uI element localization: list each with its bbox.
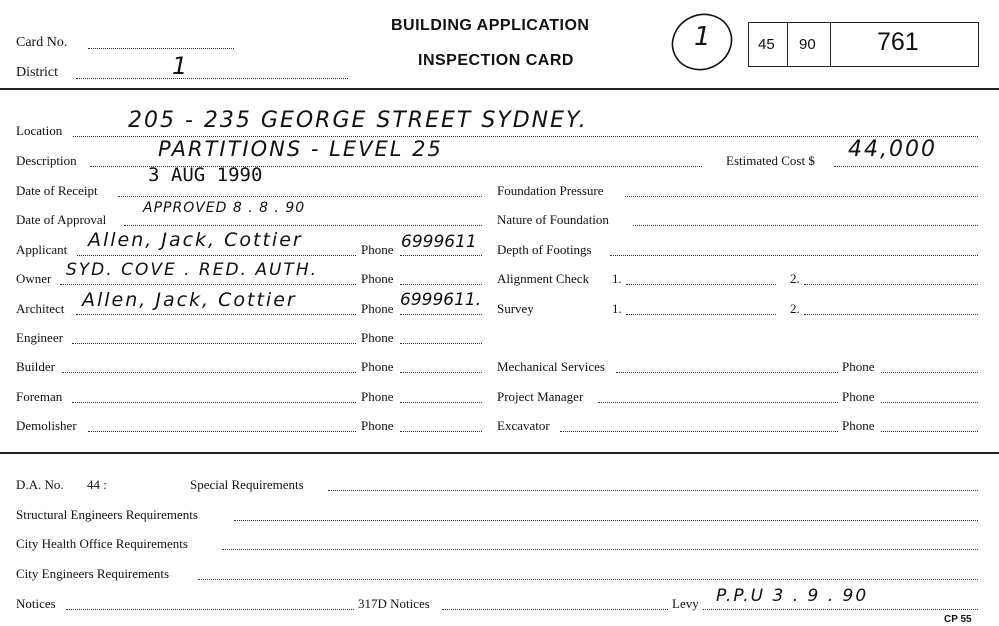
builder-phone-line[interactable] <box>400 372 482 373</box>
code-a: 45 <box>758 36 775 53</box>
architect-phone: 6999611. <box>400 290 482 310</box>
alignment-line-2[interactable] <box>804 284 978 285</box>
builder-label: Builder <box>16 359 55 374</box>
special-requirements-line[interactable] <box>328 490 978 491</box>
levy-label: Levy <box>672 596 699 611</box>
demolisher-label: Demolisher <box>16 418 77 433</box>
project-manager-phone-label: Phone <box>842 389 875 404</box>
title-line2: INSPECTION CARD <box>418 52 574 69</box>
applicant-phone-label: Phone <box>361 242 394 257</box>
engineer-phone-line[interactable] <box>400 343 482 344</box>
owner-phone-label: Phone <box>361 271 394 286</box>
notices-line[interactable] <box>66 609 354 610</box>
owner-line[interactable] <box>60 284 356 285</box>
foreman-phone-line[interactable] <box>400 402 482 403</box>
da-label: D.A. No. <box>16 477 64 492</box>
divider-bottom <box>0 452 999 454</box>
mechanical-label: Mechanical Services <box>497 359 605 374</box>
alignment-num-1: 1. <box>612 271 622 286</box>
district-value: 1 <box>172 52 190 80</box>
date-approval-value: APPROVED 8 . 8 . 90 <box>143 200 306 216</box>
applicant-phone: 6999611 <box>401 232 477 252</box>
mechanical-phone-line[interactable] <box>881 372 978 373</box>
card-no-label: Card No. <box>16 35 68 50</box>
estimated-cost-line[interactable] <box>834 166 978 167</box>
demolisher-line[interactable] <box>88 431 356 432</box>
card-number: 761 <box>877 28 919 56</box>
architect-value: Allen, Jack, Cottier <box>82 289 297 311</box>
excavator-line[interactable] <box>560 431 838 432</box>
applicant-value: Allen, Jack, Cottier <box>88 229 303 251</box>
da-value: 44 : <box>87 477 107 492</box>
depth-footings-label: Depth of Footings <box>497 242 592 257</box>
foreman-phone-label: Phone <box>361 389 394 404</box>
owner-label: Owner <box>16 271 52 286</box>
builder-line[interactable] <box>62 372 356 373</box>
engineer-label: Engineer <box>16 330 63 345</box>
engineer-phone-label: Phone <box>361 330 394 345</box>
alignment-num-2: 2. <box>790 271 800 286</box>
demolisher-phone-line[interactable] <box>400 431 482 432</box>
architect-label: Architect <box>16 301 65 316</box>
nature-foundation-label: Nature of Foundation <box>497 212 609 227</box>
alignment-line-1[interactable] <box>626 284 776 285</box>
mechanical-phone-label: Phone <box>842 359 875 374</box>
estimated-cost-label: Estimated Cost $ <box>726 153 815 168</box>
excavator-phone-label: Phone <box>842 418 875 433</box>
special-requirements-label: Special Requirements <box>190 477 304 492</box>
owner-phone-line[interactable] <box>400 284 482 285</box>
foreman-line[interactable] <box>72 402 356 403</box>
alignment-check-label: Alignment Check <box>497 271 590 286</box>
district-label: District <box>16 65 58 80</box>
code-b: 90 <box>799 36 816 53</box>
applicant-label: Applicant <box>16 242 68 257</box>
project-manager-phone-line[interactable] <box>881 402 978 403</box>
project-manager-line[interactable] <box>598 402 838 403</box>
excavator-label: Excavator <box>497 418 550 433</box>
structural-line[interactable] <box>234 520 978 521</box>
date-receipt-stamp: 3 AUG 1990 <box>148 164 263 186</box>
levy-value: P.P.U 3 . 9 . 90 <box>716 586 869 606</box>
applicant-phone-line[interactable] <box>400 255 482 256</box>
location-label: Location <box>16 123 63 138</box>
description-value: PARTITIONS - LEVEL 25 <box>158 137 443 161</box>
builder-phone-label: Phone <box>361 359 394 374</box>
date-approval-label: Date of Approval <box>16 212 107 227</box>
foundation-pressure-line[interactable] <box>625 196 978 197</box>
foreman-label: Foreman <box>16 389 63 404</box>
description-label: Description <box>16 153 77 168</box>
title-line1: BUILDING APPLICATION <box>391 17 590 34</box>
form-code: CP 55 <box>944 614 972 625</box>
architect-phone-line[interactable] <box>400 314 482 315</box>
survey-num-1: 1. <box>612 301 622 316</box>
date-receipt-line[interactable] <box>118 196 482 197</box>
nature-foundation-line[interactable] <box>633 225 978 226</box>
demolisher-phone-label: Phone <box>361 418 394 433</box>
divider-top <box>0 88 999 90</box>
notices-317d-label: 317D Notices <box>358 596 430 611</box>
estimated-cost-value: 44,000 <box>848 137 937 162</box>
date-receipt-label: Date of Receipt <box>16 183 98 198</box>
survey-label: Survey <box>497 301 534 316</box>
foundation-pressure-label: Foundation Pressure <box>497 183 604 198</box>
survey-line-2[interactable] <box>804 314 978 315</box>
project-manager-label: Project Manager <box>497 389 584 404</box>
health-line[interactable] <box>222 549 978 550</box>
city-engineers-label: City Engineers Requirements <box>16 566 170 581</box>
depth-footings-line[interactable] <box>610 255 978 256</box>
code-divider <box>830 23 831 66</box>
date-approval-line[interactable] <box>124 225 482 226</box>
architect-phone-label: Phone <box>361 301 394 316</box>
levy-line[interactable] <box>703 609 978 610</box>
architect-line[interactable] <box>76 314 356 315</box>
location-value: 205 - 235 GEORGE STREET SYDNEY. <box>128 108 588 133</box>
owner-value: SYD. COVE . RED. AUTH. <box>66 260 319 280</box>
applicant-line[interactable] <box>77 255 356 256</box>
circled-mark: 1 <box>694 22 713 52</box>
city-engineers-line[interactable] <box>198 579 978 580</box>
notices-label: Notices <box>16 596 56 611</box>
engineer-line[interactable] <box>72 343 356 344</box>
card-code-box <box>748 22 979 67</box>
health-label: City Health Office Requirements <box>16 536 188 551</box>
card-no-line[interactable] <box>88 48 234 49</box>
survey-line-1[interactable] <box>626 314 776 315</box>
code-divider <box>787 23 788 66</box>
notices-317d-line[interactable] <box>442 609 668 610</box>
structural-label: Structural Engineers Requirements <box>16 507 198 522</box>
excavator-phone-line[interactable] <box>881 431 978 432</box>
survey-num-2: 2. <box>790 301 800 316</box>
mechanical-line[interactable] <box>616 372 838 373</box>
district-line[interactable] <box>76 78 348 79</box>
